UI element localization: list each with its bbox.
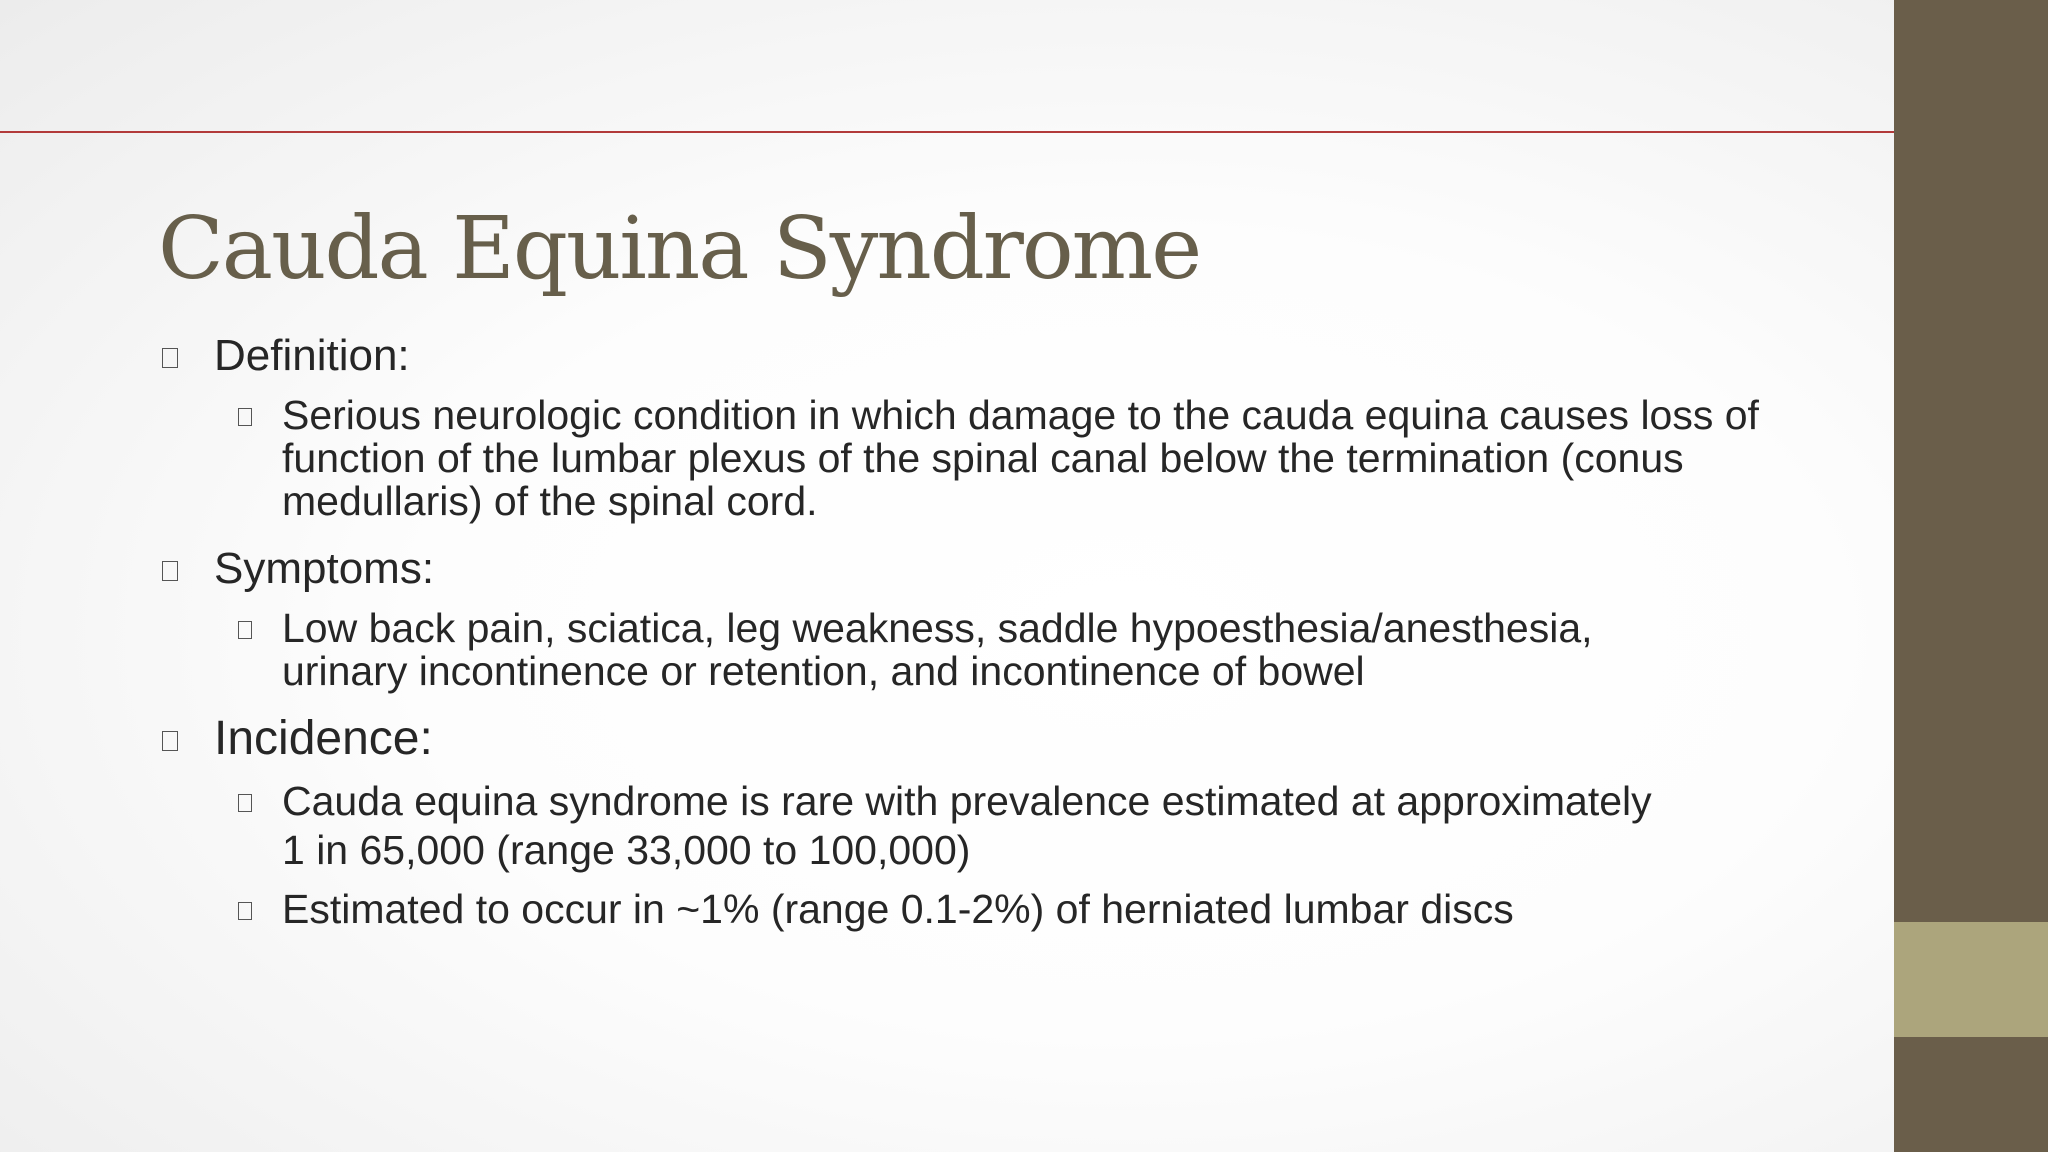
symptoms-item bbox=[234, 607, 1712, 693]
slide-body bbox=[158, 330, 1878, 944]
incidence-item bbox=[234, 885, 1878, 934]
top-rule bbox=[0, 131, 1894, 133]
side-bar-accent bbox=[1894, 922, 2048, 1037]
list-item-text: Cauda equina syndrome is rare with prevalence estimated at approximately 1 in 65,000 (range 33,000 to 100,000) bbox=[282, 778, 1652, 873]
section-heading-text: Incidence: bbox=[214, 712, 433, 765]
list-item-text: Serious neurologic condition in which damage to the cauda equina causes loss of function of the lumbar plexus of the spinal canal below the termination (conus medullaris) of the spinal cord. bbox=[282, 392, 1759, 524]
square-bullet-icon bbox=[238, 794, 252, 812]
square-bullet-icon bbox=[162, 561, 178, 581]
square-bullet-icon bbox=[162, 731, 178, 751]
section-heading-definition bbox=[158, 330, 1878, 382]
square-bullet-icon bbox=[238, 408, 252, 426]
list-item-text: Estimated to occur in ~1% (range 0.1-2%) of herniated lumbar discs bbox=[282, 886, 1514, 932]
square-bullet-icon bbox=[238, 621, 252, 639]
section-heading-symptoms bbox=[158, 543, 1878, 595]
section-heading-text: Symptoms: bbox=[214, 544, 435, 593]
incidence-item bbox=[234, 777, 1682, 875]
slide-title: Cauda Equina Syndrome bbox=[158, 199, 1201, 299]
square-bullet-icon bbox=[162, 348, 178, 368]
list-item-text: Low back pain, sciatica, leg weakness, saddle hypoesthesia/anesthesia, urinary incontinence or retention, and incontinence of bowel bbox=[282, 605, 1593, 694]
section-heading-incidence bbox=[158, 713, 1878, 765]
square-bullet-icon bbox=[238, 902, 252, 920]
definition-item bbox=[234, 394, 1878, 523]
section-heading-text: Definition: bbox=[214, 331, 410, 380]
